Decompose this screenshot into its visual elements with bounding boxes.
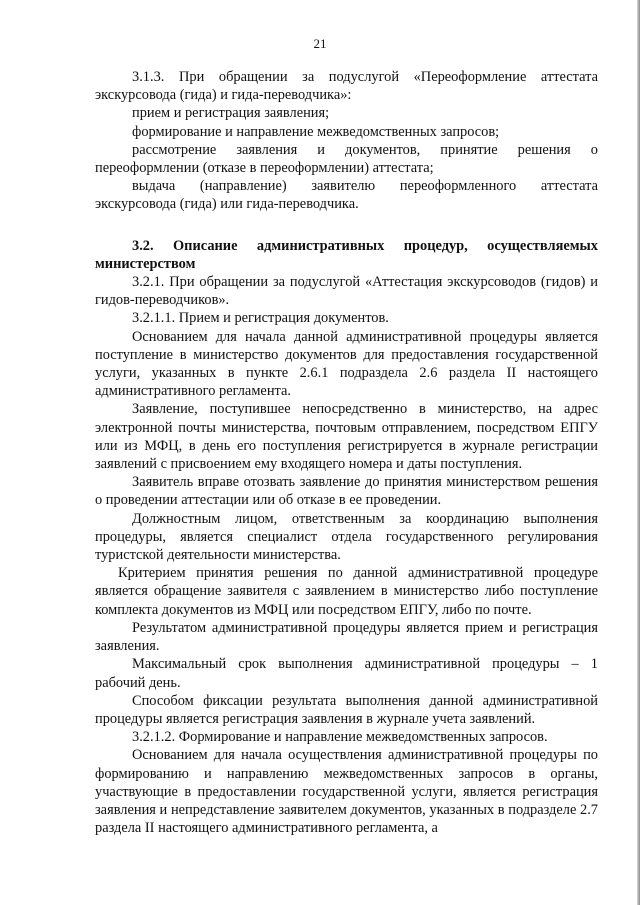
paragraph-3-2-1: 3.2.1. При обращении за подуслугой «Аттестация экскурсоводов (гидов) и гидов-переводчиков». <box>95 274 598 309</box>
paragraph-responsible: Должностным лицом, ответственным за координацию выполнения процедуры, является специалист отдела государственного регулирования туристской деятельности министерства. <box>95 510 598 564</box>
paragraph-result: Результатом административной процедуры является прием и регистрация заявления. <box>95 619 598 655</box>
paragraph-3-1-3: 3.1.3. При обращении за подуслугой «Переоформление аттестата экскурсовода (гида) и гида-переводчика»: <box>95 69 598 104</box>
section-heading-3-2: 3.2. Описание административных процедур, осуществляемых министерством <box>95 237 598 272</box>
paragraph-interagency-basis: Основанием для начала осуществления административной процедуры по формированию и направлению межведомственных запросов в органы, участвующие в предоставлении государственной услуги, является регистрация заявления и непредставление заявителем документов, указанных в подразделе 2.7 раздела II настоящего административного регламента, а <box>95 747 598 837</box>
paragraph-3-2-1-1: 3.2.1.1. Прием и регистрация документов. <box>132 310 389 327</box>
paragraph-3-2-1-2: 3.2.1.2. Формирование и направление межведомственных запросов. <box>132 729 548 746</box>
paragraph-withdrawal: Заявитель вправе отозвать заявление до принятия министерством решения о проведении аттестации или об отказе в ее проведении. <box>95 474 598 509</box>
paragraph-registration: Заявление, поступившее непосредственно в министерство, на адрес электронной почты министерства, почтовым отправлением, посредством ЕПГУ или из МФЦ, в день его поступления регистрируется в журнале регистрации заявлений с присвоением ему входящего номера и даты поступления. <box>95 401 598 473</box>
page-number: 21 <box>313 36 327 51</box>
paragraph-criterion: Критерием принятия решения по данной административной процедуре является обращение заявителя с заявлением в министерство либо поступление комплекта документов из МФЦ или посредством ЕПГУ, либо по почте. <box>95 565 598 618</box>
paragraph-basis: Основанием для начала данной административной процедуры является поступление в министерство документов для предоставления государственной услуги, указанных в пункте 2.6.1 подраздела 2.6 раздела II настоящего административного регламента. <box>95 328 598 400</box>
list-item-issuance: выдача (направление) заявителю переоформленного аттестата экскурсовода (гида) или гида-переводчика. <box>95 178 598 213</box>
list-item-reception: прием и регистрация заявления; <box>132 105 330 122</box>
paragraph-fixation: Способом фиксации результата выполнения данной административной процедуры является регистрация заявления в журнале учета заявлений. <box>95 692 598 727</box>
list-item-requests: формирование и направление межведомственных запросов; <box>132 123 500 140</box>
section-spacer <box>95 214 598 237</box>
paragraph-deadline: Максимальный срок выполнения административной процедуры – 1 рабочий день. <box>95 656 598 691</box>
list-item-review: рассмотрение заявления и документов, принятие решения о переоформлении (отказе в переоформлении) аттестата; <box>95 141 598 177</box>
document-body <box>95 68 598 837</box>
